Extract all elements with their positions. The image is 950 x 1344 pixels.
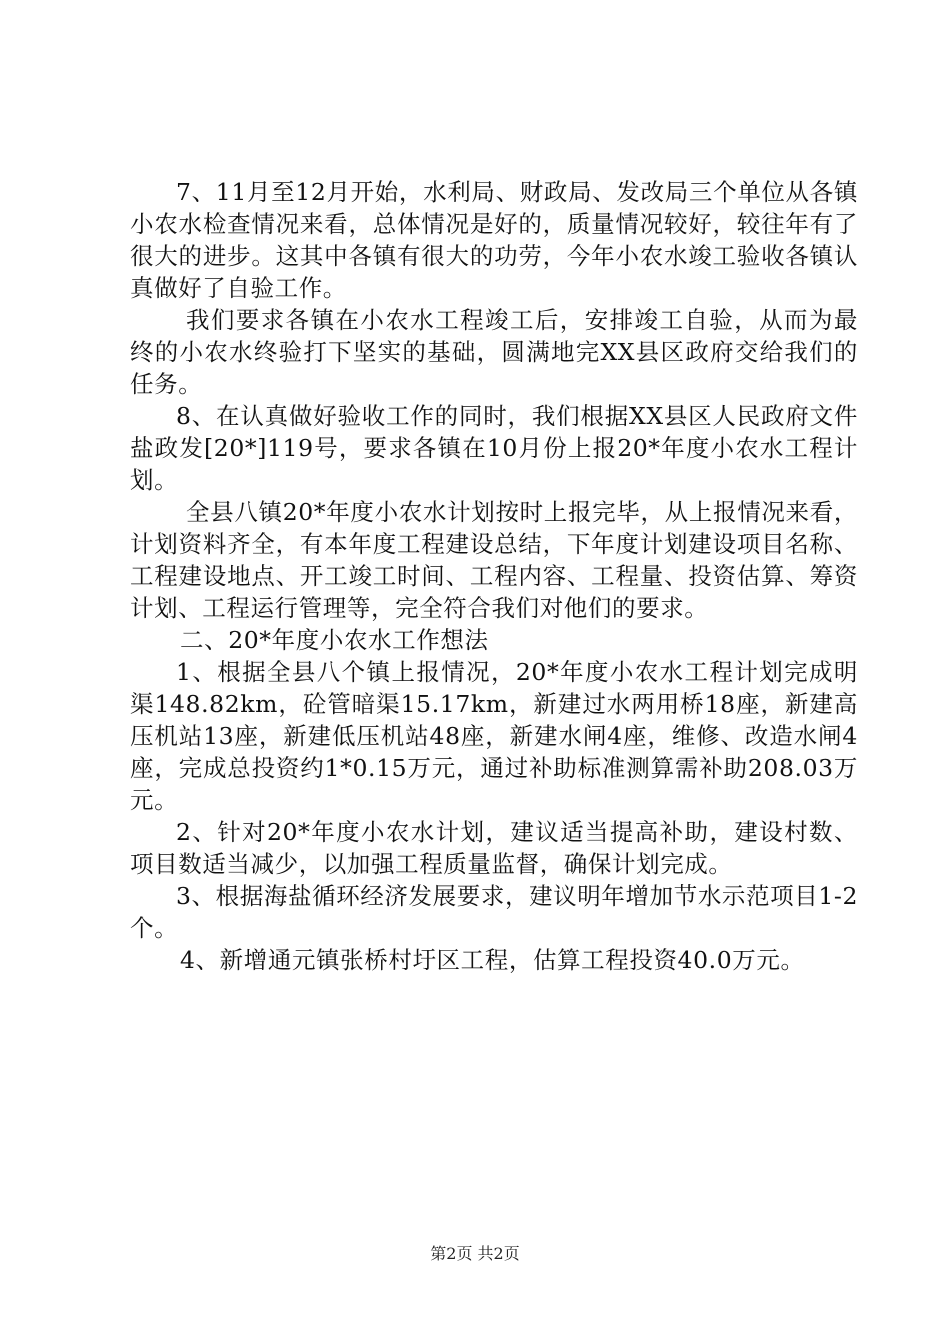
- document-body: [130, 176, 858, 976]
- paragraph-idea-1: 1、根据全县八个镇上报情况，20*年度小农水工程计划完成明渠148.82km，砼管暗渠15.17km，新建过水两用桥18座，新建高压机站13座，新建低压机站48座，新建水闸4座，维修、改造水闸4座，完成总投资约1*0.15万元，通过补助标准测算需补助208.03万元。: [130, 658, 858, 814]
- paragraph-self-inspection: 我们要求各镇在小农水工程竣工后，安排竣工自验，从而为最终的小农水终验打下坚实的基础，圆满地完XX县区政府交给我们的任务。: [130, 306, 858, 398]
- paragraph-idea-4: 4、新增通元镇张桥村圩区工程，估算工程投资40.0万元。: [180, 946, 805, 974]
- paragraph-item-8: 8、在认真做好验收工作的同时，我们根据XX县区人民政府文件盐政发[20*]119号，要求各镇在10月份上报20*年度小农水工程计划。: [130, 402, 858, 494]
- page-footer: 第2页 共2页: [430, 1244, 520, 1263]
- section-heading-2: 二、20*年度小农水工作想法: [180, 626, 489, 654]
- paragraph-item-7: 7、11月至12月开始，水利局、财政局、发改局三个单位从各镇小农水检查情况来看，总体情况是好的，质量情况较好，较往年有了很大的进步。这其中各镇有很大的功劳，今年小农水竣工验收各镇认真做好了自验工作。: [130, 178, 858, 302]
- paragraph-plan-report: 全县八镇20*年度小农水计划按时上报完毕，从上报情况来看，计划资料齐全，有本年度工程建设总结，下年度计划建设项目名称、工程建设地点、开工竣工时间、工程内容、工程量、投资估算、筹资计划、工程运行管理等，完全符合我们对他们的要求。: [130, 498, 858, 622]
- paragraph-idea-2: 2、针对20*年度小农水计划，建议适当提高补助，建设村数、项目数适当减少，以加强工程质量监督，确保计划完成。: [130, 818, 858, 878]
- paragraph-idea-3: 3、根据海盐循环经济发展要求，建议明年增加节水示范项目1-2个。: [130, 882, 858, 942]
